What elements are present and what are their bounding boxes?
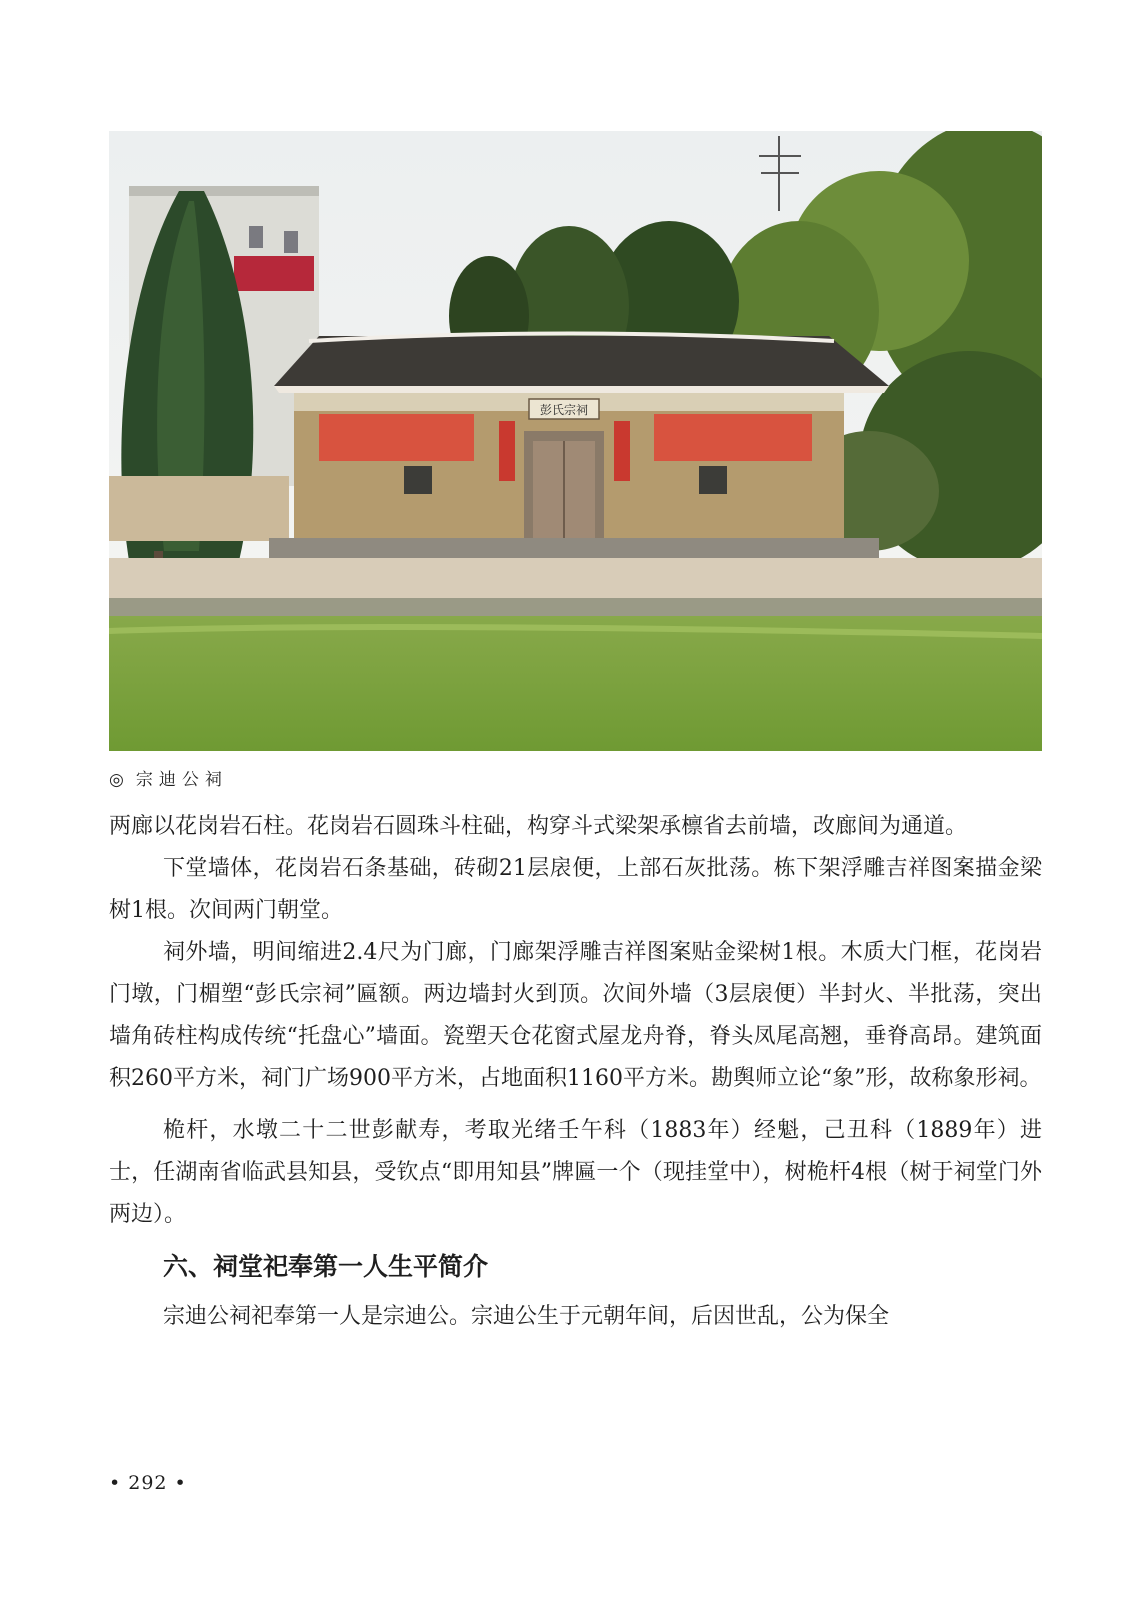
photo-caption — [109, 765, 228, 790]
paragraph-5: 宗迪公祠祀奉第一人是宗迪公。宗迪公生于元朝年间，后因世乱，公为保全 — [163, 1304, 890, 1329]
ancestral-hall — [269, 334, 889, 559]
paragraph-4: 桅杆，水墩二十二世彭献寿，考取光绪壬午科（1883年）经魁，己丑科（1889年）进士，任湖南省临武县知县，受钦点“即用知县”牌匾一个（现挂堂中），树桅杆4根（树于祠堂门外两边）。 — [109, 1118, 1042, 1227]
ancestral-hall-illustration — [109, 131, 1042, 751]
article-body — [109, 806, 1042, 1338]
section-heading: 六、祠堂祀奉第一人生平简介 — [163, 1252, 489, 1281]
caption-bullet-icon: ◎ — [109, 770, 124, 790]
paragraph-2: 下堂墙体，花岗岩石条基础，砖砌21层扆便，上部石灰批荡。栋下架浮雕吉祥图案描金梁树1根。次间两门朝堂。 — [109, 856, 1042, 923]
hall-sign: 彭氏宗祠 — [539, 403, 589, 417]
caption-text: 宗迪公祠 — [135, 770, 228, 790]
paragraph-1: 两廊以花岗岩石柱。花岗岩石圆珠斗柱础，构穿斗式梁架承檩省去前墙，改廊间为通道。 — [109, 814, 968, 839]
page-number: • 292 • — [109, 1472, 187, 1494]
ancestral-hall-photo — [109, 131, 1042, 751]
paragraph-3: 祠外墙，明间缩进2.4尺为门廊，门廊架浮雕吉祥图案贴金梁树1根。木质大门框，花岗岩门墩，门楣塑“彭氏宗祠”匾额。两边墙封火到顶。次间外墙（3层扆便）半封火、半批荡，突出墙角砖柱构成传统“托盘心”墙面。瓷塑天仓花窗式屋龙舟脊，脊头凤尾高翘，垂脊高昂。建筑面积260平方米，祠门广场900平方米，占地面积1160平方米。勘舆师立论“象”形，故称象形祠。 — [109, 940, 1042, 1091]
